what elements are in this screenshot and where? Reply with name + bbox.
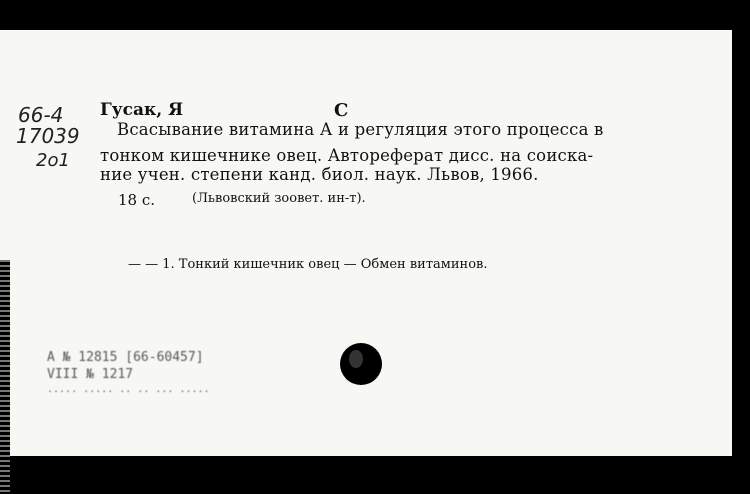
shelf-mark-handwritten: 66-4 [18,103,64,127]
handwritten-note: 2о1 [36,150,70,171]
card-author: Гусак, Я [100,100,184,120]
card-footer-line-3: ..... ..... .. .. ... ..... [47,384,210,395]
card-footer-line-2: VIII № 1217 [47,367,134,382]
card-subject-headings: — — 1. Тонкий кишечник овец — Обмен витаминов. [128,257,488,272]
card-title-line-3: ние учен. степени канд. биол. наук. Львов, 1966. [100,165,539,184]
card-publisher: (Львовский зоовет. ин-т). [192,191,366,206]
card-title-line-2: тонком кишечнике овец. Автореферат дисс. на соиска- [100,146,594,165]
scan-edge-strip [0,260,10,494]
card-pages: 18 с. [118,191,156,209]
accession-number-handwritten: 17039 [16,124,80,148]
card-footer-line-1: А № 12815 [66-60457] [47,350,204,365]
card-section-letter: С [334,100,349,121]
card-title-line-1: Всасывание витамина А и регуляция этого процесса в [117,120,604,139]
punch-hole [340,343,382,385]
